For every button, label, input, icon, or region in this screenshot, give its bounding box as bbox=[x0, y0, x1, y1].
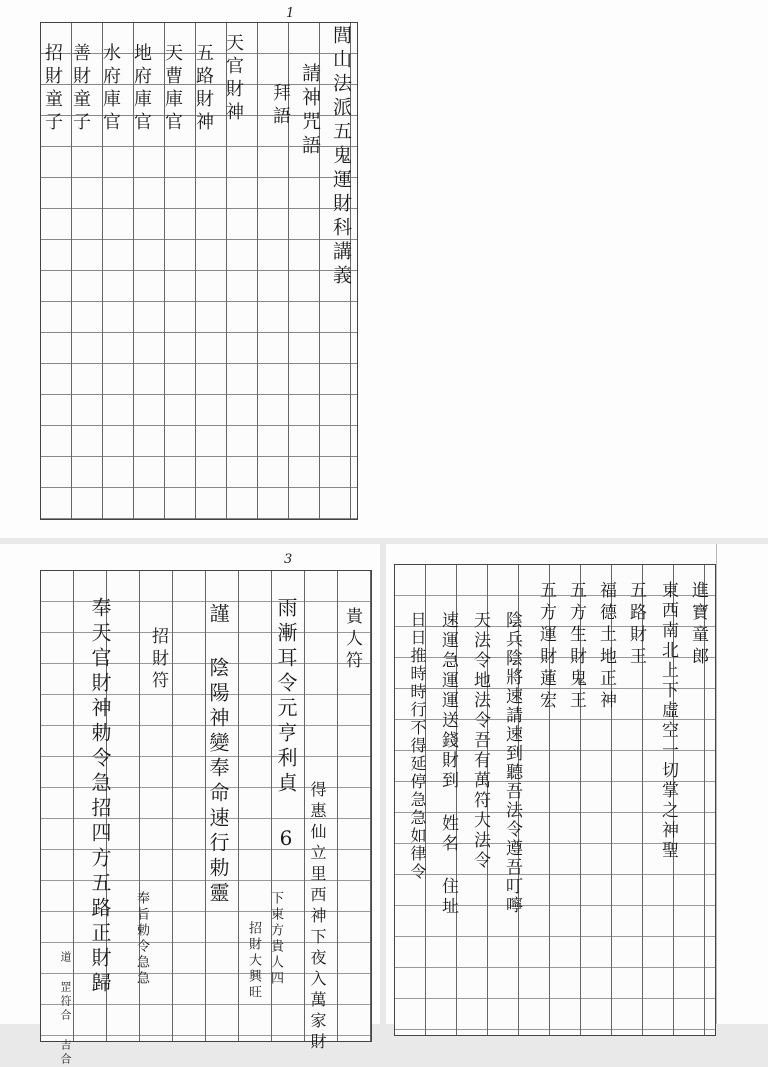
text-column: 東西南北上下虛空一切掌之神聖 bbox=[658, 581, 678, 861]
text-column: 福德土地正神 bbox=[596, 581, 616, 713]
text-column: 五路財神 bbox=[193, 43, 214, 135]
text-column: 雨漸耳令元亨利貞 6 bbox=[274, 597, 298, 855]
manuscript-grid bbox=[40, 22, 358, 520]
talisman-title: 招財符 bbox=[148, 627, 168, 693]
text-column: 日日推時時行不得延停急急如律令 bbox=[408, 611, 427, 881]
text-column: 得惠仙立里西神下夜入萬家財 bbox=[308, 781, 327, 1054]
text-column: 招財大興旺 bbox=[246, 921, 261, 1001]
text-column: 道 罡符合 吉合 bbox=[59, 951, 72, 1067]
text-column: 地府庫官 bbox=[131, 43, 152, 135]
text-column: 五方運財蓮宏 bbox=[536, 581, 556, 713]
text-column: 請神咒語 bbox=[299, 63, 321, 159]
page-3-sheet bbox=[0, 544, 380, 1067]
page-number: 3 bbox=[284, 552, 293, 567]
text-column: 奉天官財神勅令急招四方五路正財歸 bbox=[88, 597, 112, 997]
text-column: 陰兵陰將速請速到聽吾法令遵吾叮嚀 bbox=[502, 611, 522, 915]
text-column: 五路財王 bbox=[626, 581, 646, 669]
adjacent-page-edge bbox=[716, 544, 717, 1024]
manuscript-grid bbox=[40, 570, 372, 1067]
text-column: 五方生財鬼王 bbox=[566, 581, 586, 713]
text-column: 進寶童郎 bbox=[688, 581, 708, 669]
text-column: 奉旨勅令急急 bbox=[134, 891, 149, 987]
text-column: 謹 陰陽神變奉命速行勅靈 bbox=[206, 603, 230, 907]
text-column: 水府庫官 bbox=[100, 43, 121, 135]
text-column: 天法令地法令吾有萬符大法令 bbox=[470, 611, 490, 871]
text-column: 拜語 bbox=[270, 83, 291, 129]
manuscript-grid bbox=[394, 564, 716, 1036]
text-column: 速運急運運送錢財到 姓名 住址 bbox=[438, 611, 458, 917]
page-4-sheet bbox=[386, 544, 768, 1024]
text-column: 下東方貴人四 bbox=[268, 891, 283, 987]
talisman-title: 貴人符 bbox=[342, 607, 362, 673]
text-column: 天曹庫官 bbox=[162, 43, 183, 135]
text-column: 招財童子 bbox=[42, 43, 63, 135]
page-number: 1 bbox=[286, 6, 295, 21]
text-column: 天官財神 bbox=[223, 33, 244, 125]
title-column: 閭山法派五鬼運財科講義 bbox=[330, 25, 352, 289]
text-column: 善財童子 bbox=[70, 43, 91, 135]
